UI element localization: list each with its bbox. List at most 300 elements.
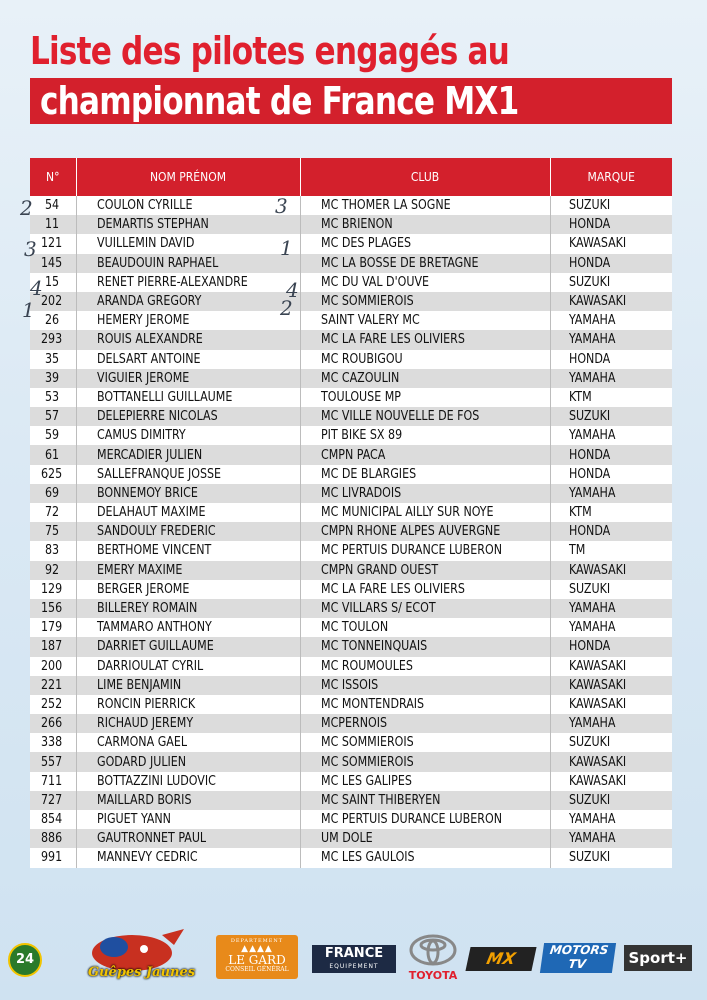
- pilot-club: [300, 484, 550, 503]
- pilot-name-text: ARANDA GREGORY: [96, 294, 201, 310]
- pilot-club-text: MC VILLARS S/ ECOT: [320, 601, 436, 617]
- pilot-brand-text: KAWASAKI: [568, 754, 626, 770]
- pilot-club: [300, 618, 550, 637]
- pilot-club: [300, 254, 550, 273]
- pilot-brand: [550, 330, 672, 349]
- pilot-number-text: 854: [41, 812, 63, 828]
- pilot-brand-text: HONDA: [568, 447, 610, 463]
- pilot-club-text: MC MONTENDRAIS: [320, 696, 424, 712]
- pilot-name-text: EMERY MAXIME: [96, 562, 182, 578]
- pilot-brand: [550, 657, 672, 676]
- pilot-name-text: CARMONA GAEL: [96, 735, 187, 751]
- pilot-name-text: DEMARTIS STEPHAN: [96, 217, 209, 233]
- pilot-brand-text: SUZUKI: [568, 735, 610, 751]
- pilot-number: [30, 196, 76, 215]
- pilot-brand-text: YAMAHA: [568, 831, 615, 847]
- pilot-name: [76, 330, 300, 349]
- pilot-number-text: 145: [41, 255, 63, 271]
- pilot-club: [300, 273, 550, 292]
- pilot-brand: [550, 618, 672, 637]
- pilot-number: [30, 695, 76, 714]
- pilot-number-text: 293: [41, 332, 63, 348]
- pilot-number: [30, 445, 76, 464]
- table-row: [30, 484, 672, 503]
- pilot-brand: [550, 637, 672, 656]
- pilot-name: [76, 407, 300, 426]
- pilot-club-text: MC DE BLARGIES: [320, 466, 416, 482]
- page-title-line1: Liste des pilotes engagés au: [30, 29, 510, 73]
- table-row: [30, 561, 672, 580]
- pilot-club-text: SAINT VALERY MC: [320, 313, 420, 329]
- pilot-brand-text: SUZUKI: [568, 274, 610, 290]
- pilot-name-text: RENET PIERRE-ALEXANDRE: [96, 274, 248, 290]
- pilot-brand-text: SUZUKI: [568, 409, 610, 425]
- pilot-name-text: DELSART ANTOINE: [96, 351, 201, 367]
- pilot-number-text: 92: [45, 562, 60, 578]
- pilot-name: [76, 445, 300, 464]
- pilot-brand-text: YAMAHA: [568, 601, 615, 617]
- pilot-number: [30, 599, 76, 618]
- table-row: [30, 541, 672, 560]
- pilot-brand: [550, 292, 672, 311]
- handwritten-note: 4: [30, 276, 43, 300]
- pilot-number-text: 625: [41, 466, 63, 482]
- table-row: [30, 695, 672, 714]
- pilot-club: [300, 810, 550, 829]
- pilot-brand: [550, 273, 672, 292]
- pilot-number: [30, 848, 76, 867]
- pilot-number: [30, 733, 76, 752]
- pilot-club: [300, 196, 550, 215]
- pilot-number: [30, 234, 76, 253]
- pilot-club: [300, 561, 550, 580]
- pilot-brand-text: YAMAHA: [568, 812, 615, 828]
- pilot-brand-text: YAMAHA: [568, 485, 615, 501]
- pilot-brand: [550, 714, 672, 733]
- pilot-number: [30, 618, 76, 637]
- table-row: [30, 657, 672, 676]
- pilots-table: [30, 158, 672, 868]
- pilot-name: [76, 772, 300, 791]
- table-row: [30, 810, 672, 829]
- pilot-name-text: GAUTRONNET PAUL: [96, 831, 206, 847]
- pilot-name-text: CAMUS DIMITRY: [96, 428, 186, 444]
- pilot-number: [30, 676, 76, 695]
- pilot-name: [76, 599, 300, 618]
- pilot-number: [30, 791, 76, 810]
- table-row: [30, 599, 672, 618]
- pilot-club-text: MC LA FARE LES OLIVIERS: [320, 581, 465, 597]
- pilot-name-text: PIGUET YANN: [96, 812, 171, 828]
- pilot-name: [76, 503, 300, 522]
- pilot-brand-text: HONDA: [568, 217, 610, 233]
- pilot-brand: [550, 388, 672, 407]
- pilot-name: [76, 695, 300, 714]
- pilot-brand-text: HONDA: [568, 524, 610, 540]
- header-name: NOM PRÉNOM: [76, 158, 300, 196]
- pilot-number-text: 72: [45, 505, 60, 521]
- table-row: [30, 330, 672, 349]
- pilot-club: [300, 676, 550, 695]
- pilot-brand: [550, 215, 672, 234]
- pilot-club: [300, 580, 550, 599]
- pilot-brand: [550, 580, 672, 599]
- pilot-club-text: MC CAZOULIN: [320, 370, 399, 386]
- pilot-number-text: 54: [45, 198, 60, 214]
- pilot-club: [300, 465, 550, 484]
- pilot-club: [300, 772, 550, 791]
- pilot-club-text: MC SOMMIEROIS: [320, 294, 414, 310]
- pilot-brand: [550, 350, 672, 369]
- pilot-club-text: MC THOMER LA SOGNE: [320, 198, 451, 214]
- header-number: N°: [30, 158, 76, 196]
- pilot-name-text: DARRIOULAT CYRIL: [96, 658, 203, 674]
- handwritten-note: 3: [24, 237, 37, 261]
- handwritten-note: 3: [275, 194, 288, 218]
- pilot-number: [30, 311, 76, 330]
- pilot-name-text: MERCADIER JULIEN: [96, 447, 202, 463]
- pilot-club-text: MCPERNOIS: [320, 716, 387, 732]
- pilot-brand: [550, 311, 672, 330]
- pilot-club-text: MC VILLE NOUVELLE DE FOS: [320, 409, 479, 425]
- pilot-name-text: ROUIS ALEXANDRE: [96, 332, 203, 348]
- pilot-club-text: MC LES GAULOIS: [320, 850, 415, 866]
- pilot-club: [300, 599, 550, 618]
- table-row: [30, 618, 672, 637]
- pilot-name: [76, 426, 300, 445]
- pilot-brand: [550, 445, 672, 464]
- table-row: [30, 215, 672, 234]
- sponsor-footer: [0, 925, 707, 1000]
- table-row: [30, 637, 672, 656]
- pilot-club-text: MC ROUBIGOU: [320, 351, 403, 367]
- pilot-brand: [550, 541, 672, 560]
- pilot-number-text: 187: [41, 639, 63, 655]
- pilot-brand-text: SUZUKI: [568, 792, 610, 808]
- title-banner: [30, 78, 672, 124]
- handwritten-note: 4: [286, 278, 299, 302]
- pilot-club: [300, 445, 550, 464]
- pilot-name: [76, 733, 300, 752]
- pilot-brand: [550, 772, 672, 791]
- handwritten-note: 2: [280, 296, 293, 320]
- pilot-name-text: BERTHOME VINCENT: [96, 543, 211, 559]
- table-row: [30, 273, 672, 292]
- pilot-brand: [550, 599, 672, 618]
- pilot-name-text: MANNEVY CEDRIC: [96, 850, 198, 866]
- pilot-name: [76, 350, 300, 369]
- pilot-number-text: 57: [45, 409, 60, 425]
- table-row: [30, 522, 672, 541]
- pilot-name: [76, 234, 300, 253]
- pilot-club-text: MC SOMMIEROIS: [320, 735, 414, 751]
- table-row: [30, 292, 672, 311]
- table-row: [30, 752, 672, 771]
- pilot-name-text: HEMERY JEROME: [96, 313, 189, 329]
- pilot-name: [76, 848, 300, 867]
- pilot-club: [300, 215, 550, 234]
- pilot-club: [300, 733, 550, 752]
- pilot-number-text: 202: [41, 294, 63, 310]
- pilot-name-text: DARRIET GUILLAUME: [96, 639, 214, 655]
- table-row: [30, 848, 672, 867]
- pilot-number-text: 991: [41, 850, 63, 866]
- pilot-brand: [550, 848, 672, 867]
- pilot-number-text: 338: [41, 735, 63, 751]
- pilot-name: [76, 311, 300, 330]
- pilot-club-text: CMPN GRAND OUEST: [320, 562, 438, 578]
- pilot-number: [30, 215, 76, 234]
- table-row: [30, 580, 672, 599]
- pilot-name: [76, 273, 300, 292]
- pilot-club: [300, 407, 550, 426]
- handwritten-note: 1: [280, 236, 293, 260]
- pilot-name-text: BERGER JEROME: [96, 581, 189, 597]
- sponsor-toyota: TOYOTA: [404, 933, 462, 985]
- pilot-club-text: MC TOULON: [320, 620, 388, 636]
- pilot-number: [30, 407, 76, 426]
- pilot-club-text: UM DOLE: [320, 831, 373, 847]
- pilot-club-text: MC BRIENON: [320, 217, 393, 233]
- pilot-number-text: 129: [41, 581, 63, 597]
- pilot-number-text: 252: [41, 696, 63, 712]
- table-row: [30, 254, 672, 273]
- pilot-name: [76, 618, 300, 637]
- pilot-club-text: CMPN PACA: [320, 447, 385, 463]
- pilot-club-text: PIT BIKE SX 89: [320, 428, 402, 444]
- pilot-brand-text: KAWASAKI: [568, 236, 626, 252]
- pilot-club-text: MC MUNICIPAL AILLY SUR NOYE: [320, 505, 494, 521]
- pilot-number-text: 121: [41, 236, 63, 252]
- pilot-brand: [550, 733, 672, 752]
- pilot-club-text: MC DU VAL D'OUVE: [320, 274, 429, 290]
- pilot-club: [300, 695, 550, 714]
- header-brand: MARQUE: [550, 158, 672, 196]
- pilot-club: [300, 848, 550, 867]
- pilot-number: [30, 465, 76, 484]
- pilot-brand: [550, 465, 672, 484]
- pilot-brand-text: KAWASAKI: [568, 677, 626, 693]
- pilot-name-text: BONNEMOY BRICE: [96, 485, 198, 501]
- pilot-number-text: 557: [41, 754, 63, 770]
- pilot-club-text: MC LA BOSSE DE BRETAGNE: [320, 255, 479, 271]
- pilot-club: [300, 714, 550, 733]
- sponsor-legard: DEPARTEMENT ▲▲▲▲ LE GARD CONSEIL GÉNÉRAL: [216, 935, 298, 979]
- pilot-brand-text: KAWASAKI: [568, 562, 626, 578]
- pilot-number-text: 266: [41, 716, 63, 732]
- pilot-number-text: 11: [45, 217, 60, 233]
- table-row: [30, 407, 672, 426]
- pilot-brand-text: KAWASAKI: [568, 696, 626, 712]
- pilot-name: [76, 215, 300, 234]
- pilot-number: [30, 330, 76, 349]
- page-title-line2: championnat de France MX1: [40, 79, 519, 123]
- pilot-brand: [550, 254, 672, 273]
- pilot-club: [300, 752, 550, 771]
- pilot-brand-text: YAMAHA: [568, 428, 615, 444]
- table-row: [30, 369, 672, 388]
- pilot-name: [76, 580, 300, 599]
- mascot-text: Guêpes Jaunes: [88, 965, 196, 980]
- pilot-brand: [550, 752, 672, 771]
- pilot-name-text: VIGUIER JEROME: [96, 370, 189, 386]
- pilot-brand-text: KTM: [568, 505, 592, 521]
- table-row: [30, 714, 672, 733]
- pilot-name: [76, 254, 300, 273]
- pilot-number-text: 221: [41, 677, 63, 693]
- pilot-brand: [550, 503, 672, 522]
- pilot-club-text: CMPN RHONE ALPES AUVERGNE: [320, 524, 500, 540]
- table-row: [30, 772, 672, 791]
- pilot-brand-text: YAMAHA: [568, 716, 615, 732]
- pilot-club: [300, 311, 550, 330]
- pilot-number-text: 69: [45, 485, 60, 501]
- table-row: [30, 196, 672, 215]
- pilot-name: [76, 196, 300, 215]
- pilot-brand: [550, 234, 672, 253]
- pilot-number-text: 75: [45, 524, 60, 540]
- pilot-number: [30, 503, 76, 522]
- pilot-club: [300, 503, 550, 522]
- pilot-number-text: 26: [45, 313, 60, 329]
- header-club: CLUB: [300, 158, 550, 196]
- pilot-number: [30, 580, 76, 599]
- table-row: [30, 234, 672, 253]
- pilot-name-text: TAMMARO ANTHONY: [96, 620, 212, 636]
- pilot-number: [30, 829, 76, 848]
- pilot-brand-text: YAMAHA: [568, 332, 615, 348]
- sponsor-sport-plus: Sport+: [624, 945, 692, 971]
- pilot-brand: [550, 407, 672, 426]
- pilot-name-text: RICHAUD JEREMY: [96, 716, 193, 732]
- table-row: [30, 503, 672, 522]
- pilot-brand-text: HONDA: [568, 255, 610, 271]
- pilot-brand: [550, 484, 672, 503]
- pilot-name: [76, 752, 300, 771]
- pilot-number-text: 200: [41, 658, 63, 674]
- pilot-brand: [550, 829, 672, 848]
- pilot-number-text: 83: [45, 543, 60, 559]
- pilot-number-text: 53: [45, 389, 60, 405]
- pilot-club: [300, 369, 550, 388]
- table-row: [30, 426, 672, 445]
- table-row: [30, 465, 672, 484]
- pilot-number: [30, 561, 76, 580]
- pilot-number: [30, 350, 76, 369]
- pilot-name: [76, 292, 300, 311]
- pilot-number: [30, 657, 76, 676]
- pilot-name-text: DELAHAUT MAXIME: [96, 505, 205, 521]
- pilot-brand-text: KTM: [568, 389, 592, 405]
- pilot-club: [300, 426, 550, 445]
- handwritten-note: 1: [22, 298, 35, 322]
- sponsor-france-equipement: FRANCE EQUIPEMENT: [312, 945, 396, 973]
- pilot-club-text: MC PERTUIS DURANCE LUBERON: [320, 812, 502, 828]
- pilot-number: [30, 752, 76, 771]
- pilot-name-text: DELEPIERRE NICOLAS: [96, 409, 218, 425]
- pilot-name: [76, 810, 300, 829]
- pilot-number: [30, 484, 76, 503]
- pilot-club: [300, 234, 550, 253]
- pilot-brand: [550, 196, 672, 215]
- pilot-brand: [550, 426, 672, 445]
- pilot-number: [30, 369, 76, 388]
- pilot-number-text: 156: [41, 601, 63, 617]
- pilot-number: [30, 714, 76, 733]
- pilot-brand-text: HONDA: [568, 351, 610, 367]
- pilot-brand: [550, 810, 672, 829]
- pilot-brand-text: SUZUKI: [568, 581, 610, 597]
- table-header-row: [30, 158, 672, 196]
- table-row: [30, 388, 672, 407]
- pilot-name-text: BILLEREY ROMAIN: [96, 601, 197, 617]
- table-row: [30, 350, 672, 369]
- table-row: [30, 733, 672, 752]
- pilot-number-text: 59: [45, 428, 60, 444]
- pilot-brand: [550, 676, 672, 695]
- pilot-number-text: 39: [45, 370, 60, 386]
- table-row: [30, 676, 672, 695]
- pilot-name: [76, 522, 300, 541]
- pilot-club-text: MC ISSOIS: [320, 677, 378, 693]
- pilot-brand: [550, 369, 672, 388]
- pilot-brand-text: SUZUKI: [568, 198, 610, 214]
- pilot-brand: [550, 791, 672, 810]
- pilot-club: [300, 292, 550, 311]
- pilot-club: [300, 829, 550, 848]
- pilot-number-text: 886: [41, 831, 63, 847]
- pilot-name-text: RONCIN PIERRICK: [96, 696, 195, 712]
- pilot-number: [30, 772, 76, 791]
- pilot-club: [300, 541, 550, 560]
- pilot-number: [30, 637, 76, 656]
- pilot-name-text: BOTTANELLI GUILLAUME: [96, 389, 232, 405]
- pilot-club-text: MC SOMMIEROIS: [320, 754, 414, 770]
- pilot-brand: [550, 522, 672, 541]
- pilot-name: [76, 541, 300, 560]
- pilot-brand-text: HONDA: [568, 639, 610, 655]
- pilot-name: [76, 465, 300, 484]
- handwritten-note: 2: [20, 196, 33, 220]
- pilot-number: [30, 254, 76, 273]
- pilot-name-text: BOTTAZZINI LUDOVIC: [96, 773, 216, 789]
- pilot-number-text: 35: [45, 351, 60, 367]
- pilot-number: [30, 426, 76, 445]
- pilot-name: [76, 657, 300, 676]
- pilot-brand-text: KAWASAKI: [568, 773, 626, 789]
- table-row: [30, 791, 672, 810]
- pilot-brand-text: YAMAHA: [568, 370, 615, 386]
- pilot-club-text: TOULOUSE MP: [320, 389, 401, 405]
- pilot-number-text: 711: [41, 773, 63, 789]
- pilot-club-text: MC SAINT THIBERYEN: [320, 792, 440, 808]
- sponsor-mx: MX: [465, 947, 536, 971]
- table-row: [30, 829, 672, 848]
- pilot-name: [76, 791, 300, 810]
- pilot-number-text: 727: [41, 792, 63, 808]
- pilot-club-text: MC ROUMOULES: [320, 658, 413, 674]
- pilot-brand-text: SUZUKI: [568, 850, 610, 866]
- pilot-name-text: SANDOULY FREDERIC: [96, 524, 216, 540]
- pilot-brand-text: KAWASAKI: [568, 294, 626, 310]
- pilot-name: [76, 369, 300, 388]
- pilot-club-text: MC LA FARE LES OLIVIERS: [320, 332, 465, 348]
- pilot-club-text: MC DES PLAGES: [320, 236, 411, 252]
- pilot-club: [300, 657, 550, 676]
- pilot-name: [76, 676, 300, 695]
- legard-emblem-icon: ▲▲▲▲: [241, 944, 273, 954]
- pilot-club-text: MC TONNEINQUAIS: [320, 639, 427, 655]
